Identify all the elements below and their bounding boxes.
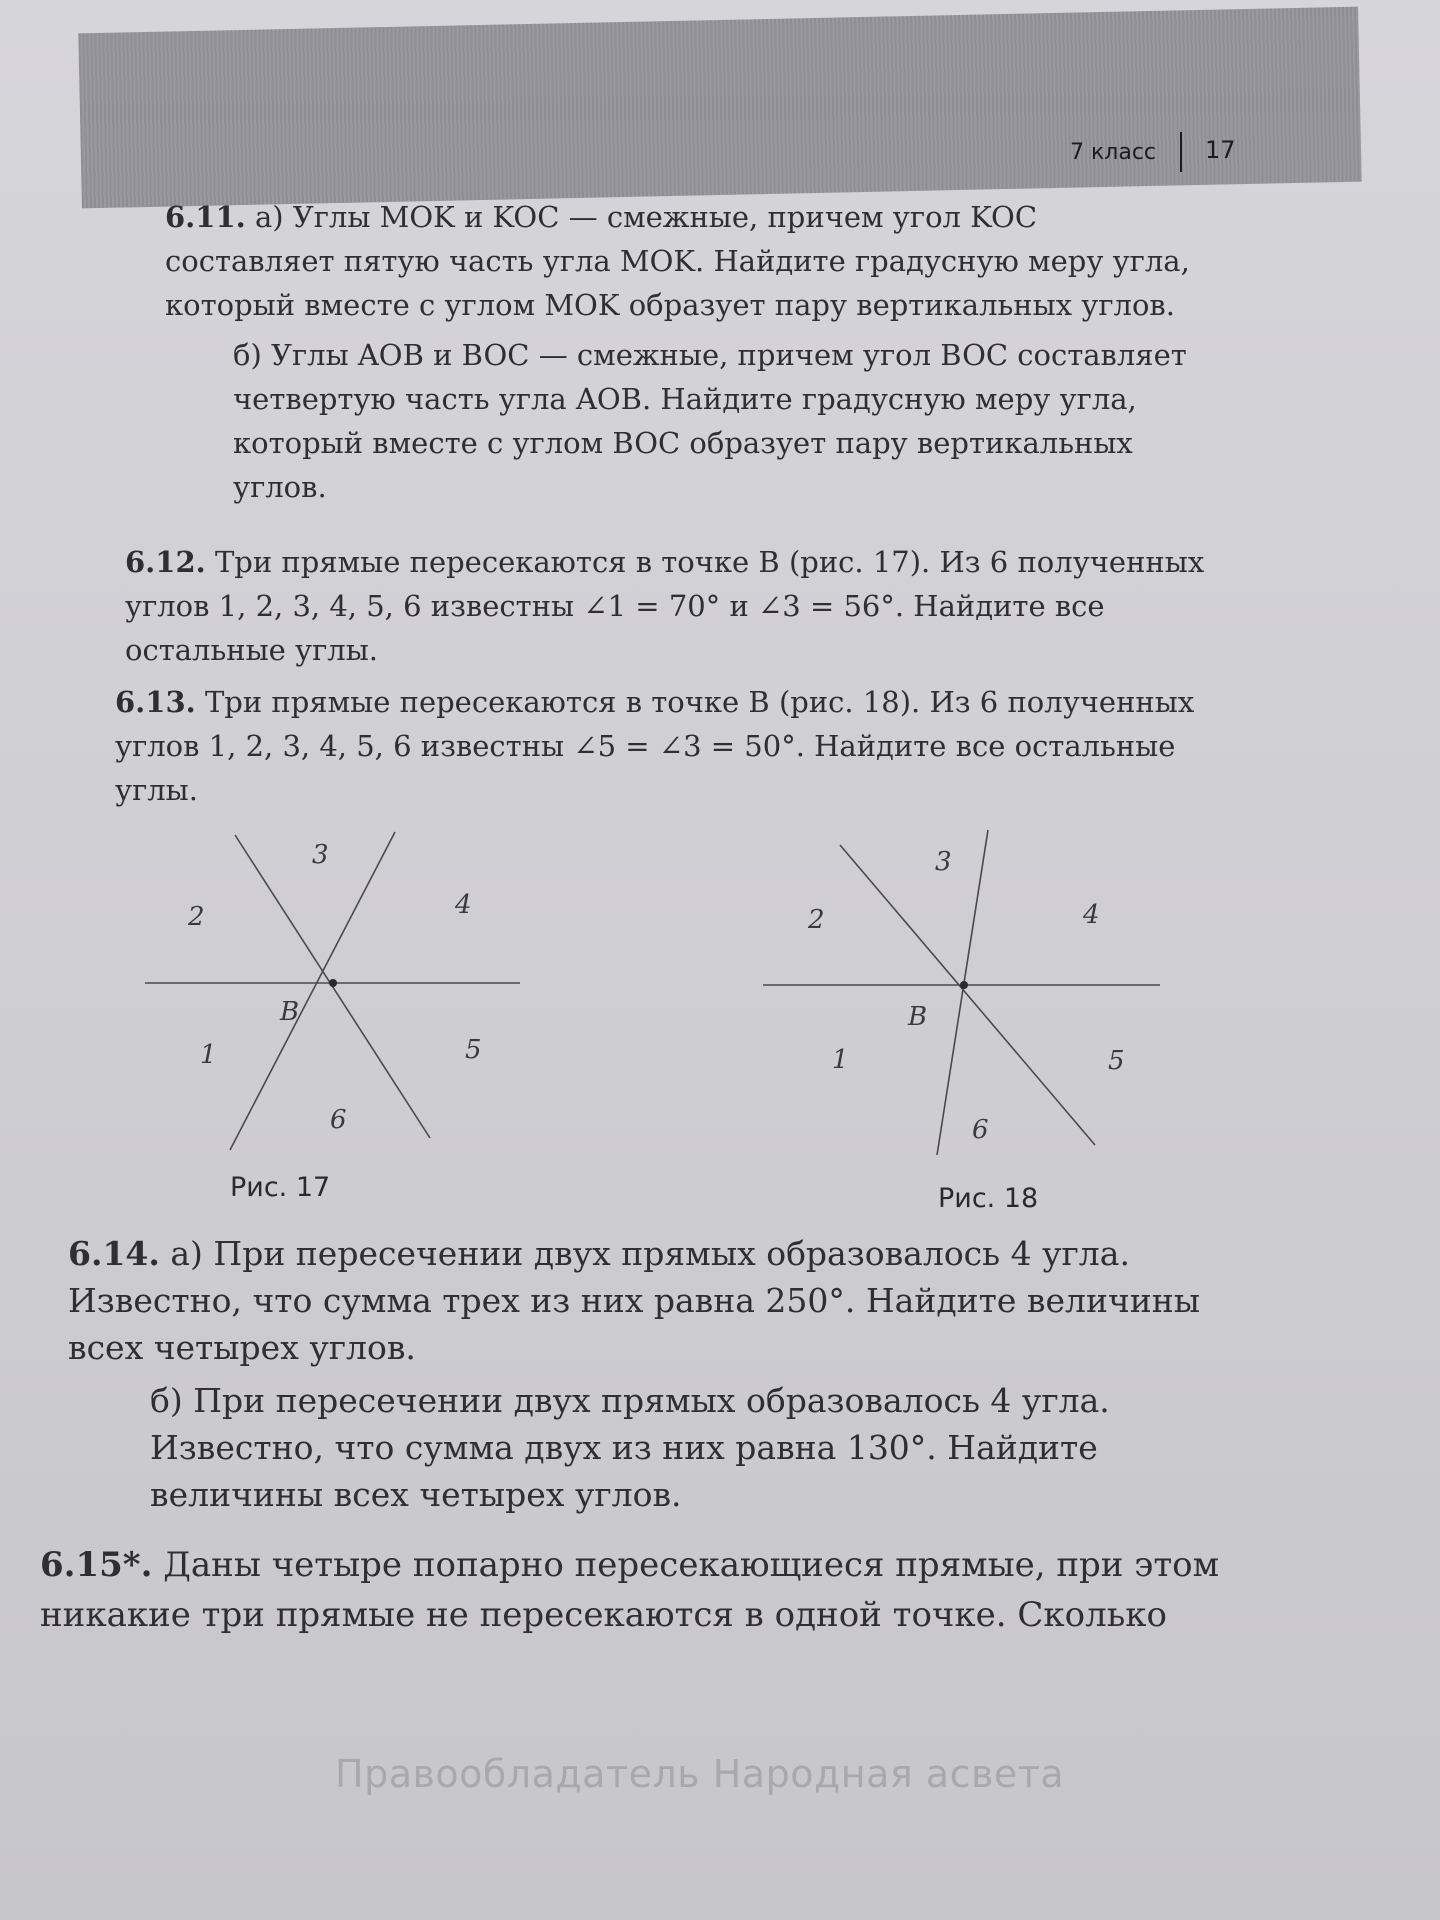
diagonal-line — [840, 845, 1095, 1145]
problem-text: а) При пересечении двух прямых образовалось 4 угла. Известно, что сумма трех из них равна 250°. Найдите величины всех четырех углов. — [68, 1234, 1201, 1367]
problem-6-12 — [125, 540, 1205, 672]
problem-number: 6.13. — [115, 685, 196, 719]
intersection-point — [960, 981, 968, 989]
problem-text: Три прямые пересекаются в точке B (рис. 17). Из 6 полученных углов 1, 2, 3, 4, 5, 6 известны ∠1 = 70° и ∠3 = 56°. Найдите все остальные углы. — [125, 545, 1205, 667]
intersection-point — [329, 979, 337, 987]
angle-label-2: 2 — [188, 902, 205, 932]
angle-label-1: 1 — [832, 1045, 849, 1075]
angle-label-5: 5 — [465, 1035, 482, 1065]
header-band — [78, 7, 1361, 209]
steep-line — [230, 832, 395, 1150]
problem-text: Три прямые пересекаются в точке B (рис. 18). Из 6 полученных углов 1, 2, 3, 4, 5, 6 известны ∠5 = ∠3 = 50°. Найдите все остальные углы. — [115, 685, 1195, 807]
angle-label-1: 1 — [200, 1040, 217, 1070]
figure-17-caption: Рис. 17 — [230, 1172, 331, 1203]
problem-6-11-a — [165, 195, 1195, 327]
problem-6-11 — [165, 195, 1195, 509]
problem-6-11-b — [165, 333, 1195, 509]
point-label: B — [908, 1002, 928, 1032]
grade-label: 7 класс — [1070, 140, 1157, 165]
problem-6-14-b — [68, 1377, 1243, 1518]
problem-6-14 — [68, 1230, 1243, 1518]
point-label: B — [280, 997, 300, 1027]
problem-6-15 — [40, 1540, 1260, 1640]
problem-text: б) Углы AOB и BOC — смежные, причем угол BOC составляет четвертую часть угла AOB. Найдите градусную меру угла, который вместе с углом BOC образует пару вертикальных углов. — [233, 338, 1187, 504]
problem-number: 6.11. — [165, 200, 246, 234]
problem-number: 6.12. — [125, 545, 206, 579]
problem-number: 6.14. — [68, 1234, 160, 1273]
steep-line — [937, 830, 988, 1155]
problem-6-14-a — [68, 1230, 1243, 1371]
angle-label-5: 5 — [1108, 1046, 1125, 1076]
figure-18 — [760, 825, 1170, 1165]
angle-label-4: 4 — [455, 890, 472, 920]
page-number: 17 — [1205, 136, 1236, 164]
figure-17 — [140, 820, 530, 1160]
header-divider — [1180, 132, 1182, 172]
problem-number: 6.15*. — [40, 1545, 153, 1585]
figure-18-caption: Рис. 18 — [938, 1183, 1039, 1214]
angle-label-4: 4 — [1083, 900, 1100, 930]
problem-text: Даны четыре попарно пересекающиеся прямые, при этом никакие три прямые не пересекаются в одной точке. Сколько — [40, 1545, 1220, 1635]
angle-label-3: 3 — [312, 840, 329, 870]
angle-label-6: 6 — [972, 1115, 989, 1145]
problem-text: б) При пересечении двух прямых образовалось 4 угла. Известно, что сумма двух из них равна 130°. Найдите величины всех четырех углов. — [150, 1381, 1110, 1514]
angle-label-3: 3 — [935, 847, 952, 877]
problem-6-13 — [115, 680, 1210, 812]
copyright-watermark: Правообладатель Народная асвета — [335, 1752, 1065, 1796]
angle-label-2: 2 — [808, 905, 825, 935]
problem-text: а) Углы MOK и KOC — смежные, причем угол KOC составляет пятую часть угла MOK. Найдите градусную меру угла, который вместе с углом MOK образует пару вертикальных углов. — [165, 200, 1190, 322]
angle-label-6: 6 — [330, 1105, 347, 1135]
